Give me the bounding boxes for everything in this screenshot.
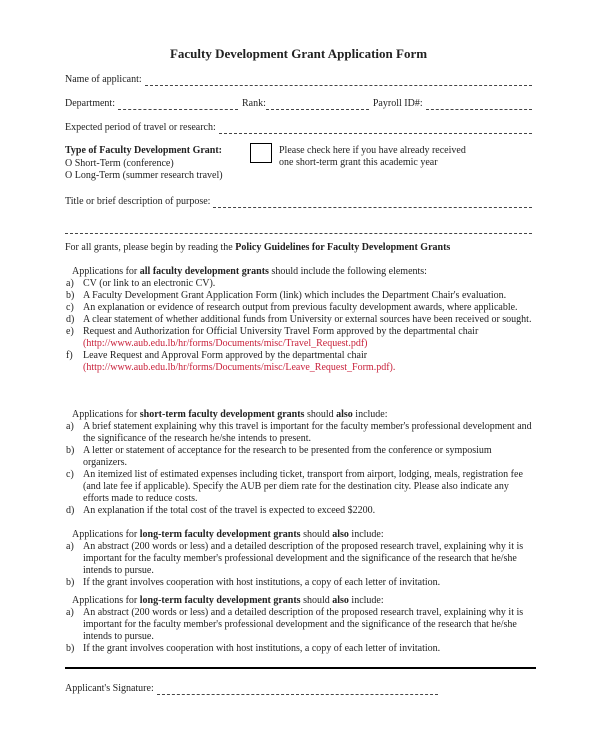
long-term-section bbox=[66, 529, 536, 589]
divider bbox=[65, 667, 536, 669]
item-text: A letter or statement of acceptance for the research to be presented from the conference or symposium organizers. bbox=[83, 445, 492, 468]
header-text: include: bbox=[348, 529, 384, 540]
intro-text bbox=[65, 242, 532, 254]
item-text: An itemized list of estimated expenses including ticket, transport from airport, lodging, meals, registration fee (and late fee if applicable). Specify the AUB per diem rate for the destination city. Please also indicate any efforts made to reduce costs. bbox=[83, 469, 523, 504]
item-text: CV (or link to an electronic CV). bbox=[83, 278, 216, 289]
purpose-row bbox=[65, 195, 532, 208]
header-text: Applications for bbox=[72, 409, 140, 420]
item-text: Request and Authorization for Official University Travel Form approved by the departmental chair bbox=[83, 326, 479, 337]
department-row bbox=[65, 97, 532, 110]
period-label: Expected period of travel or research: bbox=[65, 122, 216, 133]
item-marker: b) bbox=[66, 290, 75, 301]
item-text: If the grant involves cooperation with host institutions, a copy of each letter of invitation. bbox=[83, 643, 441, 654]
item-text: A clear statement of whether additional funds from University or external sources have been received or sought. bbox=[83, 314, 532, 325]
section-header bbox=[72, 409, 536, 421]
header-text: should bbox=[300, 529, 333, 540]
radio-icon[interactable]: O bbox=[65, 170, 73, 181]
section-header bbox=[72, 595, 536, 607]
payroll-label: Payroll ID#: bbox=[372, 98, 423, 109]
signature-row bbox=[65, 682, 438, 695]
item-marker: a) bbox=[66, 607, 74, 618]
list-item bbox=[66, 469, 536, 505]
policy-guidelines-link[interactable]: Policy Guidelines for Faculty Development Grants bbox=[235, 242, 451, 253]
name-field[interactable] bbox=[145, 76, 532, 86]
checkbox-label bbox=[279, 145, 466, 169]
list-item bbox=[66, 350, 536, 374]
purpose-field[interactable] bbox=[213, 198, 532, 208]
radio-label: Long-Term (summer research travel) bbox=[74, 170, 223, 181]
period-row bbox=[65, 121, 532, 134]
item-marker: f) bbox=[66, 350, 73, 361]
section-header bbox=[72, 529, 536, 541]
purpose-label: Title or brief description of purpose: bbox=[65, 196, 211, 207]
item-marker: b) bbox=[66, 643, 75, 654]
signature-field[interactable] bbox=[157, 685, 438, 695]
radio-icon[interactable]: O bbox=[65, 157, 73, 169]
item-text: A brief statement explaining why this travel is important for the faculty member's professional development and the significance of the research he/she intends to present. bbox=[83, 421, 532, 444]
item-text: An abstract (200 words or less) and a detailed description of the proposed research travel, explaining why it is important for the faculty member's professional development and the significance of the research that he/she intends to pursue. bbox=[83, 607, 524, 642]
header-text: Applications for bbox=[72, 595, 140, 606]
header-text: Applications for bbox=[72, 529, 140, 540]
grant-type-heading: Type of Faculty Development Grant: bbox=[65, 145, 223, 156]
department-label: Department: bbox=[65, 98, 115, 109]
page-title: Faculty Development Grant Application Form bbox=[169, 46, 428, 61]
short-term-section bbox=[66, 409, 536, 517]
list-item bbox=[66, 314, 536, 326]
header-text: include: bbox=[352, 409, 388, 420]
item-marker: b) bbox=[66, 577, 75, 588]
period-field[interactable] bbox=[219, 124, 532, 134]
list-item bbox=[66, 302, 536, 314]
header-bold: also bbox=[332, 595, 349, 606]
list-item bbox=[66, 505, 536, 517]
item-marker: a) bbox=[66, 278, 74, 289]
list-item bbox=[66, 445, 536, 469]
item-text: An explanation or evidence of research output from previous faculty development awards, where applicable. bbox=[83, 302, 518, 313]
department-field[interactable] bbox=[118, 100, 238, 110]
radio-label: Short-Term (conference) bbox=[74, 157, 174, 169]
signature-label: Applicant's Signature: bbox=[65, 683, 154, 694]
checkbox-label-line: one short-term grant this academic year bbox=[279, 157, 438, 168]
item-link[interactable]: (http://www.aub.edu.lb/hr/forms/Documents/misc/Travel_Request.pdf) bbox=[83, 338, 368, 349]
item-text: An abstract (200 words or less) and a detailed description of the proposed research travel, explaining why it is important for the faculty member's professional development and the significance of the research that he/she intends to pursue. bbox=[83, 541, 524, 576]
all-grants-section bbox=[66, 266, 536, 374]
item-marker: a) bbox=[66, 421, 74, 432]
intro-pre: For all grants, please begin by reading the bbox=[65, 242, 236, 253]
list-item bbox=[66, 278, 536, 290]
header-bold: long-term faculty development grants bbox=[139, 529, 301, 540]
name-row bbox=[65, 73, 532, 86]
header-text: include: bbox=[348, 595, 384, 606]
list-item bbox=[66, 541, 536, 577]
item-marker: c) bbox=[66, 302, 74, 313]
long-term-section-2 bbox=[66, 595, 536, 655]
radio-long-term[interactable] bbox=[65, 170, 532, 183]
payroll-field[interactable] bbox=[426, 100, 532, 110]
list-item bbox=[66, 643, 536, 655]
item-link[interactable]: (http://www.aub.edu.lb/hr/forms/Documents/misc/Leave_Request_Form.pdf). bbox=[83, 362, 396, 373]
item-marker: e) bbox=[66, 326, 74, 337]
checkbox-label-line: Please check here if you have already received bbox=[279, 145, 466, 156]
item-text: An explanation if the total cost of the travel is expected to exceed $2200. bbox=[83, 505, 376, 516]
item-text: Leave Request and Approval Form approved by the departmental chair bbox=[83, 350, 368, 361]
header-text: should bbox=[300, 595, 333, 606]
name-label: Name of applicant: bbox=[65, 74, 142, 85]
item-marker: d) bbox=[66, 314, 75, 325]
list-item bbox=[66, 577, 536, 589]
purpose-field-2[interactable] bbox=[65, 224, 532, 234]
header-bold: long-term faculty development grants bbox=[139, 595, 301, 606]
already-received-checkbox[interactable] bbox=[250, 143, 272, 163]
item-text: A Faculty Development Grant Application Form (link) which includes the Department Chair's evaluation. bbox=[83, 290, 507, 301]
item-text: If the grant involves cooperation with host institutions, a copy of each letter of invitation. bbox=[83, 577, 441, 588]
header-bold: also bbox=[336, 409, 353, 420]
list-item bbox=[66, 421, 536, 445]
header-bold: short-term faculty development grants bbox=[139, 409, 305, 420]
list-item bbox=[66, 607, 536, 643]
header-text: should include the following elements: bbox=[268, 266, 427, 277]
item-marker: b) bbox=[66, 445, 75, 456]
list-item bbox=[66, 326, 536, 350]
header-text: Applications for bbox=[72, 266, 140, 277]
header-bold: all faculty development grants bbox=[139, 266, 269, 277]
rank-label: Rank: bbox=[241, 98, 266, 109]
item-marker: c) bbox=[66, 469, 74, 480]
header-bold: also bbox=[332, 529, 349, 540]
item-marker: d) bbox=[66, 505, 75, 516]
header-text: should bbox=[304, 409, 337, 420]
item-marker: a) bbox=[66, 541, 74, 552]
purpose-row-2 bbox=[65, 221, 532, 234]
rank-field[interactable] bbox=[266, 100, 369, 110]
section-header bbox=[72, 266, 536, 278]
list-item bbox=[66, 290, 536, 302]
